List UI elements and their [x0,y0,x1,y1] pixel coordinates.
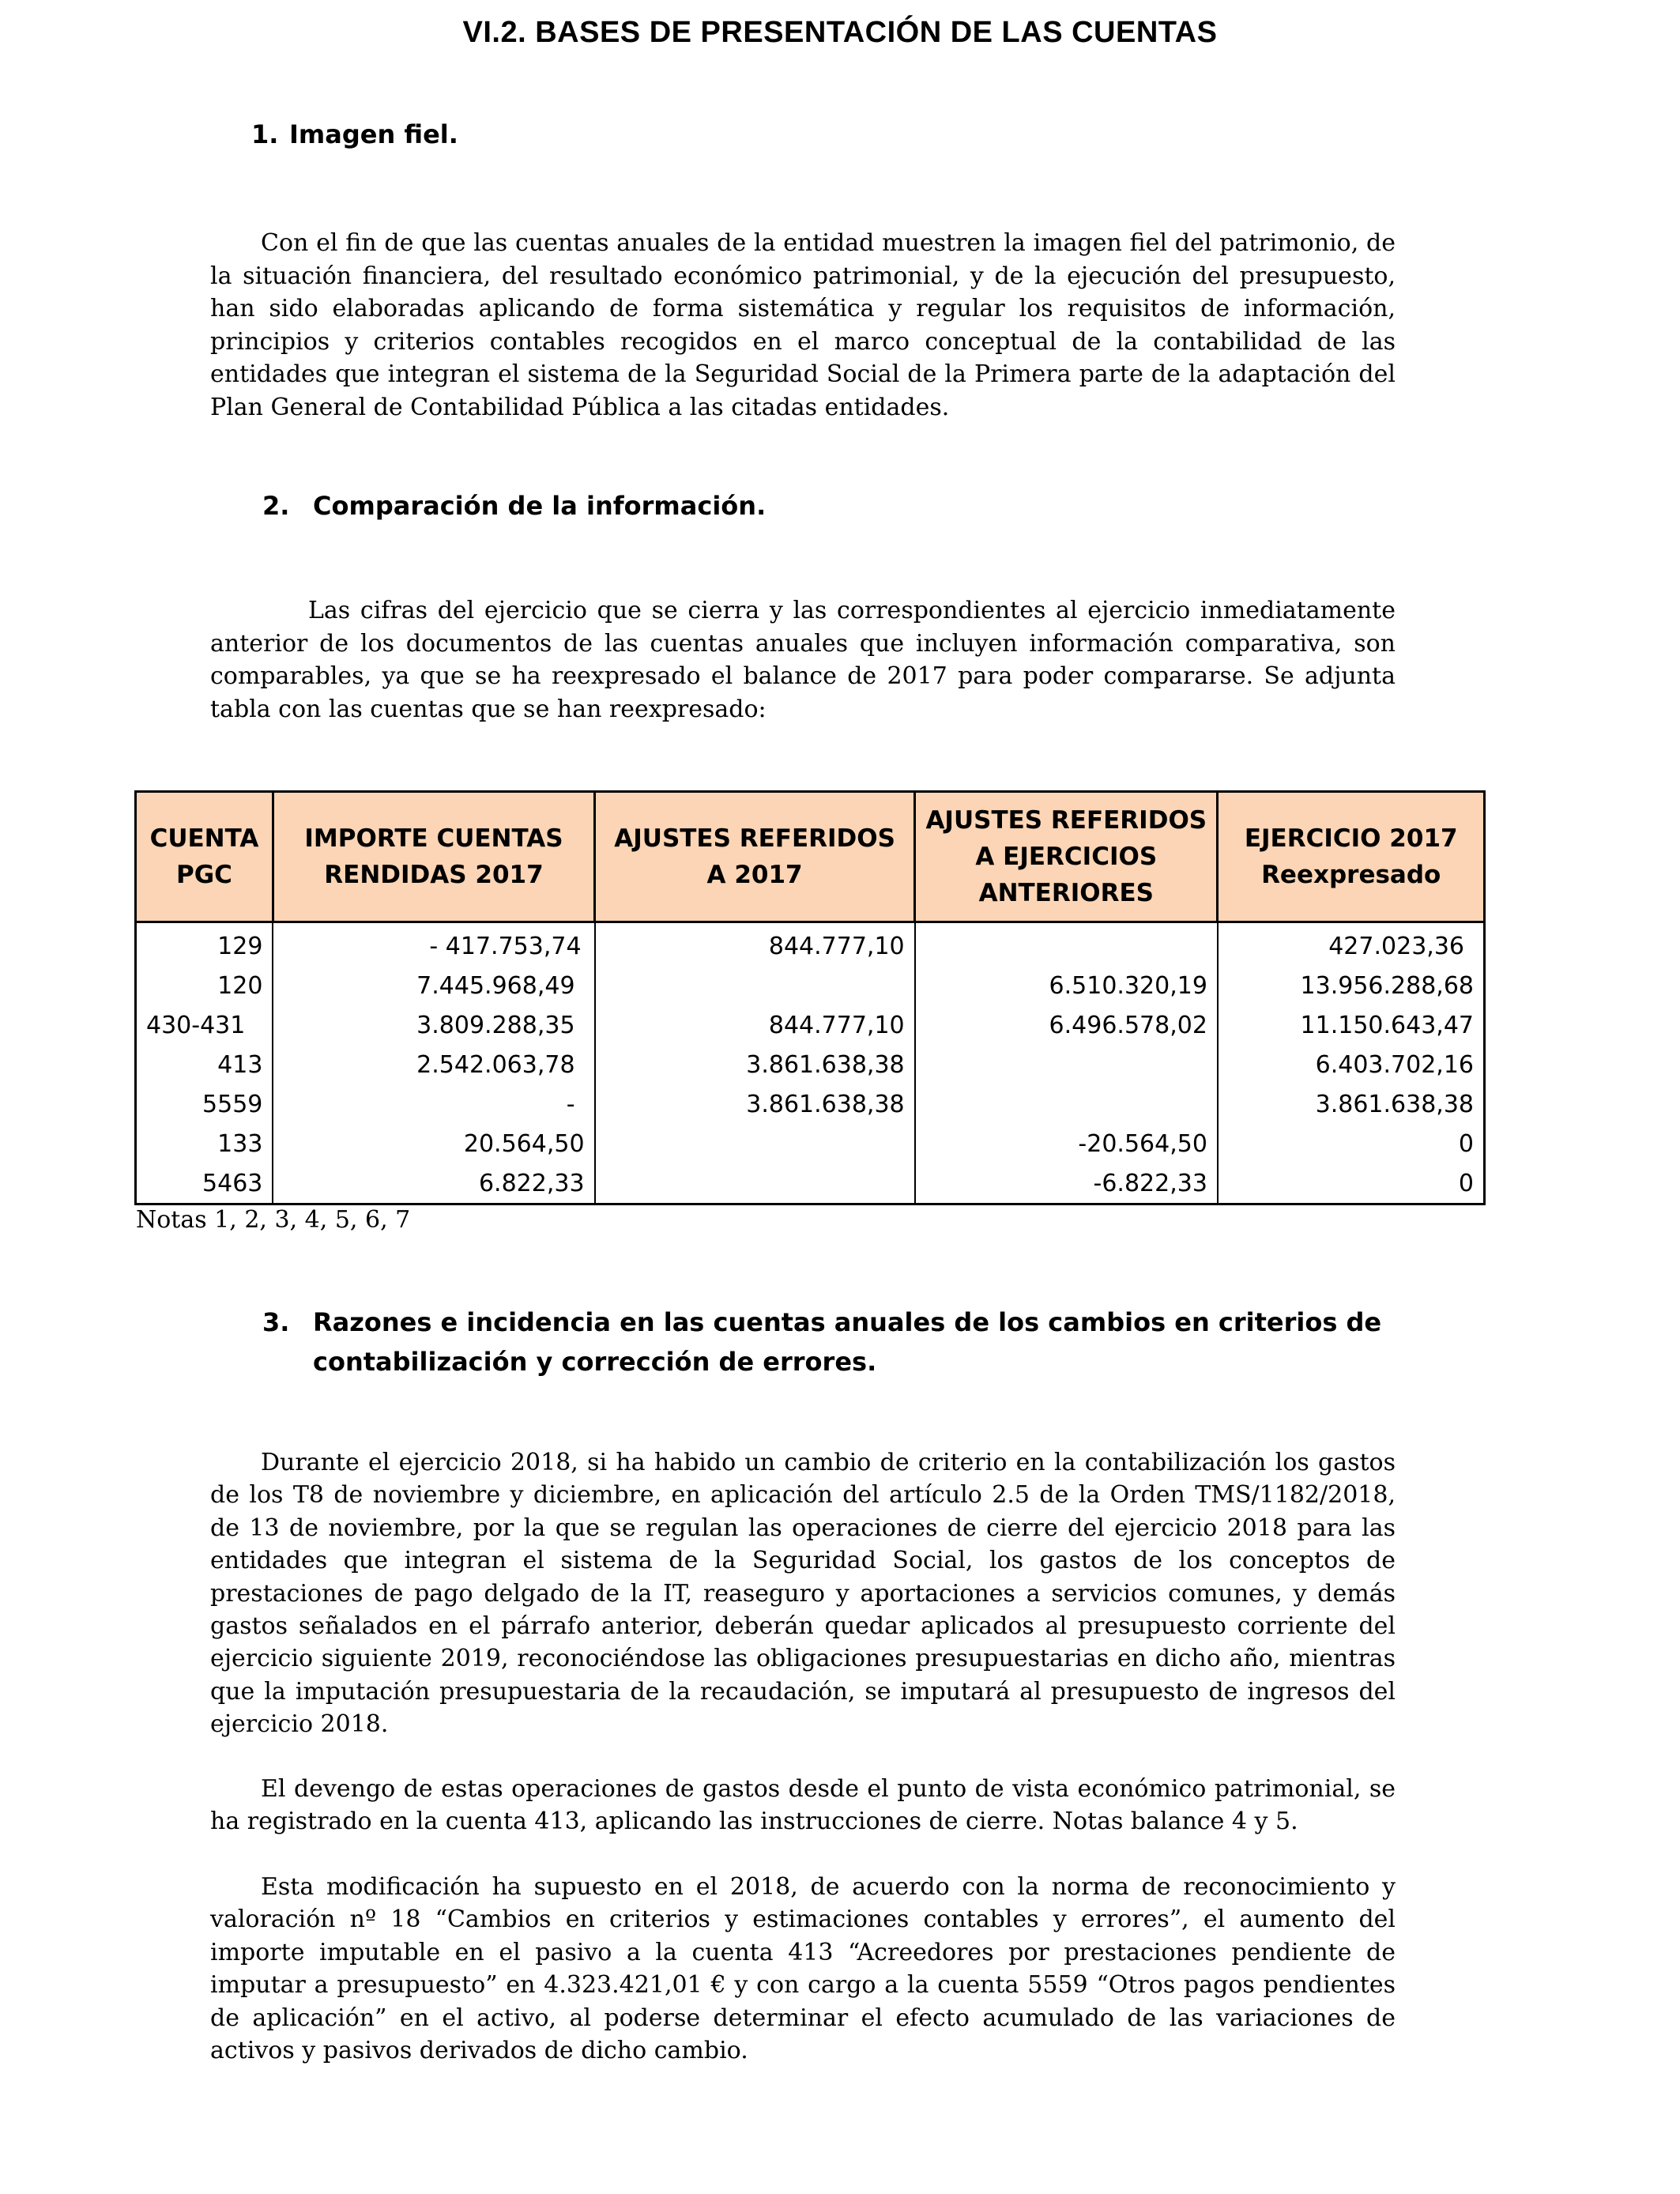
cell-ajustes-anteriores [915,922,1218,967]
cell-ejercicio: 427.023,36 [1218,922,1485,967]
cell-importe: - 417.753,74 [273,922,594,967]
cell-ajustes-2017: 3.861.638,38 [595,1084,915,1124]
table-row [136,1124,1485,1163]
table-row [136,922,1485,967]
section-1-heading [251,115,458,154]
cell-ejercicio: 3.861.638,38 [1218,1084,1485,1124]
header-importe-cuentas: IMPORTE CUENTAS RENDIDAS 2017 [273,792,594,922]
cell-cuenta: 430-431 [136,1005,273,1045]
cell-ajustes-2017 [595,966,915,1005]
table-row [136,966,1485,1005]
cell-cuenta: 120 [136,966,273,1005]
section-2-title: Comparación de la información. [313,491,767,521]
page-title: VI.2. BASES DE PRESENTACIÓN DE LAS CUENTAS [462,16,1218,49]
header-ajustes-anteriores: AJUSTES REFERIDOS A EJERCICIOS ANTERIORES [915,792,1218,922]
cell-importe: 7.445.968,49 [273,966,594,1005]
cell-ajustes-anteriores [915,1045,1218,1084]
header-ajustes-2017: AJUSTES REFERIDOS A 2017 [595,792,915,922]
cell-cuenta: 129 [136,922,273,967]
cell-ejercicio: 0 [1218,1163,1485,1204]
cell-importe: - [273,1084,594,1124]
section-3-heading [262,1302,1495,1382]
header-cuenta-pgc: CUENTA PGC [136,792,273,922]
cell-ajustes-anteriores: 6.496.578,02 [915,1005,1218,1045]
section-2-heading [262,486,766,526]
section-1-paragraph: Con el fin de que las cuentas anuales de la entidad muestren la imagen fiel del patrimonio, de la situación financiera, del resultado económico patrimonial, y de la ejecución del presupuesto, han sido elaboradas aplicando de forma sistemática y regular los requisitos de información, principios y criterios contables recogidos en el marco conceptual de la contabilidad de las entidades que integran el sistema de la Seguridad Social de la Primera parte de la adaptación del Plan General de Contabilidad Pública a las citadas entidades. [210,229,1396,421]
table-row [136,1084,1485,1124]
cell-ajustes-2017: 844.777,10 [595,922,915,967]
section-2-number: 2. [262,491,290,521]
section-2-paragraph: Las cifras del ejercicio que se cierra y las correspondientes al ejercicio inmediatamente anterior de los documentos de las cuentas anuales que incluyen información comparativa, son comparables, ya que se ha reexpresado el balance de 2017 para poder compararse. Se adjunta tabla con las cuentas que se han reexpresado: [210,597,1396,723]
cell-cuenta: 5463 [136,1163,273,1204]
cell-ajustes-anteriores: 6.510.320,19 [915,966,1218,1005]
section-3-paragraph-3: Esta modificación ha supuesto en el 2018, de acuerdo con la norma de reconocimiento y valoración nº 18 “Cambios en criterios y estimaciones contables y errores”, el aumento del importe imputable en el pasivo a la cuenta 413 “Acreedores por prestaciones pendiente de imputar a presupuesto” en 4.323.421,01 € y con cargo a la cuenta 5559 “Otros pagos pendientes de aplicación” en el activo, al poderse determinar el efecto acumulado de las variaciones de activos y pasivos derivados de dicho cambio. [210,1873,1396,2065]
section-3-paragraph-1: Durante el ejercicio 2018, si ha habido un cambio de criterio en la contabilización los gastos de los T8 de noviembre y diciembre, en aplicación del artículo 2.5 de la Orden TMS/1182/2018, de 13 de noviembre, por la que se regulan las operaciones de cierre del ejercicio 2018 para las entidades que integran el sistema de la Seguridad Social, los gastos de los conceptos de prestaciones de pago delgado de la IT, reaseguro y aportaciones a servicios comunes, y demás gastos señalados en el párrafo anterior, deberán quedar aplicados al presupuesto corriente del ejercicio siguiente 2019, reconociéndose las obligaciones presupuestarias en dicho año, mientras que la imputación presupuestaria de la recaudación, se imputará al presupuesto de ingresos del ejercicio 2018. [210,1449,1396,1739]
cell-ajustes-2017: 844.777,10 [595,1005,915,1045]
cell-ajustes-anteriores [915,1084,1218,1124]
section-1-number: 1. [251,119,279,149]
table-row [136,1005,1485,1045]
cell-ajustes-2017 [595,1163,915,1204]
cell-importe: 20.564,50 [273,1124,594,1163]
section-3-paragraph-2: El devengo de estas operaciones de gastos desde el punto de vista económico patrimonial, se ha registrado en la cuenta 413, aplicando las instrucciones de cierre. Notas balance 4 y 5. [210,1775,1396,1836]
cell-ajustes-2017 [595,1124,915,1163]
section-3-title-line-1: Razones e incidencia en las cuentas anuales de los cambios en criterios de [313,1307,1382,1337]
cell-cuenta: 413 [136,1045,273,1084]
cell-ajustes-anteriores: -6.822,33 [915,1163,1218,1204]
cell-ajustes-2017: 3.861.638,38 [595,1045,915,1084]
table-row [136,1045,1485,1084]
cell-ejercicio: 13.956.288,68 [1218,966,1485,1005]
section-1-title: Imagen fiel. [289,119,458,149]
cell-ejercicio: 11.150.643,47 [1218,1005,1485,1045]
table-row [136,1163,1485,1204]
cell-importe: 2.542.063,78 [273,1045,594,1084]
cell-cuenta: 5559 [136,1084,273,1124]
header-ejercicio-2017: EJERCICIO 2017 Reexpresado [1218,792,1485,922]
cell-ejercicio: 0 [1218,1124,1485,1163]
cell-ejercicio: 6.403.702,16 [1218,1045,1485,1084]
cell-importe: 6.822,33 [273,1163,594,1204]
cell-ajustes-anteriores: -20.564,50 [915,1124,1218,1163]
section-3-number: 3. [262,1307,290,1337]
table-header-row [136,792,1485,922]
cell-importe: 3.809.288,35 [273,1005,594,1045]
table-notes: Notas 1, 2, 3, 4, 5, 6, 7 [136,1206,411,1234]
restated-accounts-table [134,790,1486,1205]
cell-cuenta: 133 [136,1124,273,1163]
section-3-title-line-2: contabilización y corrección de errores. [313,1347,877,1377]
